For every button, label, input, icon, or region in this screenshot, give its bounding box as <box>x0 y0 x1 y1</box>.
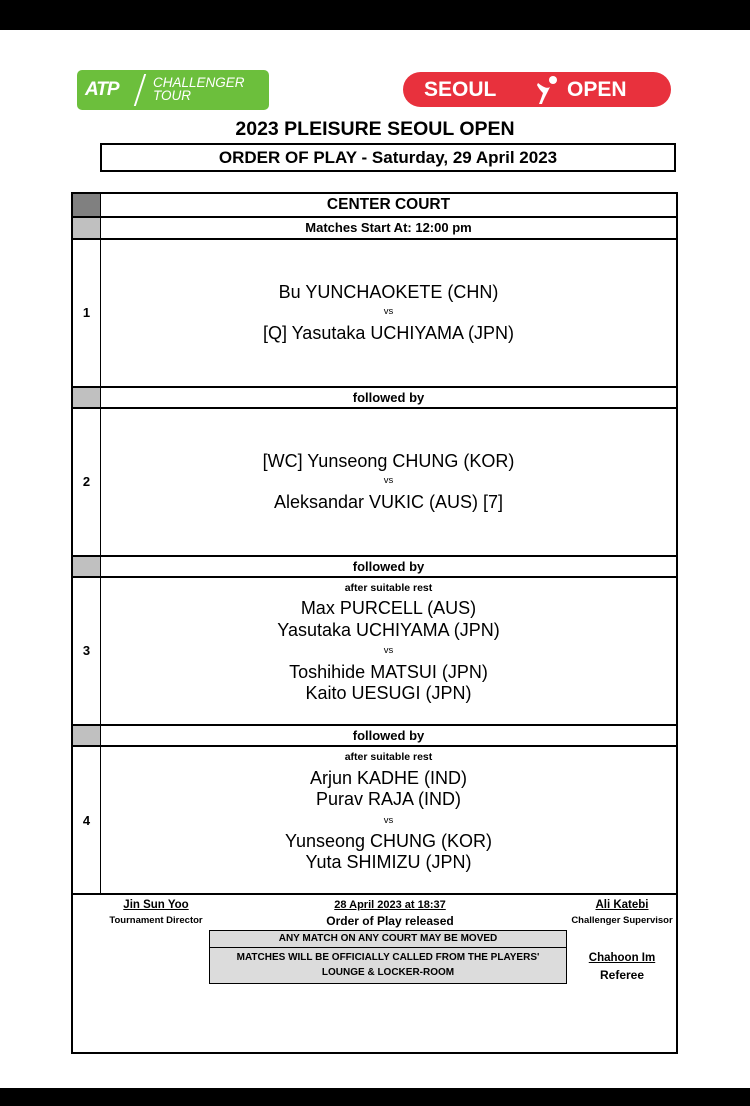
row-divider <box>73 893 676 895</box>
start-cell-shade <box>73 218 100 238</box>
notice-official-call <box>209 947 567 984</box>
player-name: Yasutaka UCHIYAMA (JPN) <box>277 620 500 640</box>
referee-name: Chahoon Im <box>588 952 656 964</box>
seoul-open-logo <box>403 72 671 107</box>
followed-by-label: followed by <box>352 390 425 405</box>
match-number: 1 <box>82 305 91 320</box>
atp-mark: ATP <box>85 79 119 100</box>
vs-label: vs <box>383 475 394 486</box>
row-divider <box>73 745 676 747</box>
player-name: Arjun KADHE (IND) <box>309 768 468 788</box>
match-number: 4 <box>82 813 91 828</box>
player-name: Max PURCELL (AUS) <box>300 598 477 618</box>
supervisor-name: Ali Katebi <box>595 899 649 911</box>
notice-line: LOUNGE & LOCKER-ROOM <box>321 967 455 978</box>
player-name: Yunseong CHUNG (KOR) <box>284 831 493 851</box>
player-name: Purav RAJA (IND) <box>315 789 462 809</box>
match-number: 2 <box>82 474 91 489</box>
director-role: Tournament Director <box>109 915 203 926</box>
vs-label: vs <box>383 815 394 826</box>
matches-start-time: Matches Start At: 12:00 pm <box>305 220 472 235</box>
logo-divider <box>134 74 146 106</box>
referee-role: Referee <box>599 968 645 982</box>
vs-label: vs <box>383 306 394 317</box>
logo-text-seoul: SEOUL <box>424 78 497 101</box>
tennis-player-icon <box>533 75 561 105</box>
match-number: 3 <box>82 643 91 658</box>
logo-text-open: OPEN <box>567 78 627 101</box>
player-name: Toshihide MATSUI (JPN) <box>289 662 488 682</box>
atp-challenger-tour-logo <box>77 70 269 110</box>
player-name: Yuta SHIMIZU (JPN) <box>305 852 472 872</box>
order-of-play-date: ORDER OF PLAY - Saturday, 29 April 2023 <box>100 143 676 172</box>
player-name: [Q] Yasutaka UCHIYAMA (JPN) <box>262 323 515 343</box>
top-black-bar <box>0 0 750 30</box>
row-divider <box>73 407 676 409</box>
player-name: Kaito UESUGI (JPN) <box>305 683 472 703</box>
row-divider <box>73 238 676 240</box>
tournament-title: 2023 PLEISURE SEOUL OPEN <box>235 118 515 140</box>
logo-text-tour: TOUR <box>153 88 192 103</box>
logo-text-challenger: CHALLENGER <box>153 75 245 90</box>
notice-line: MATCHES WILL BE OFFICIALLY CALLED FROM THE PLAYERS' <box>236 952 540 963</box>
release-timestamp: 28 April 2023 at 18:37 <box>334 899 446 911</box>
bottom-black-bar <box>0 1088 750 1106</box>
supervisor-role: Challenger Supervisor <box>571 915 673 926</box>
release-label: Order of Play released <box>326 914 454 928</box>
row-divider <box>73 576 676 578</box>
followed-by-label: followed by <box>352 559 425 574</box>
court-name: CENTER COURT <box>326 196 451 213</box>
after-rest-note: after suitable rest <box>344 582 433 594</box>
followed-cell-shade <box>73 388 100 407</box>
notice-match-moved: ANY MATCH ON ANY COURT MAY BE MOVED <box>209 930 567 948</box>
followed-by-label: followed by <box>352 728 425 743</box>
director-name: Jin Sun Yoo <box>123 899 189 911</box>
followed-cell-shade <box>73 557 100 576</box>
player-name: Aleksandar VUKIC (AUS) [7] <box>273 492 504 512</box>
player-name: [WC] Yunseong CHUNG (KOR) <box>262 451 515 471</box>
after-rest-note: after suitable rest <box>344 751 433 763</box>
header-cell-shade <box>73 194 100 216</box>
vs-label: vs <box>383 645 394 656</box>
player-name: Bu YUNCHAOKETE (CHN) <box>278 282 499 302</box>
followed-cell-shade <box>73 726 100 745</box>
